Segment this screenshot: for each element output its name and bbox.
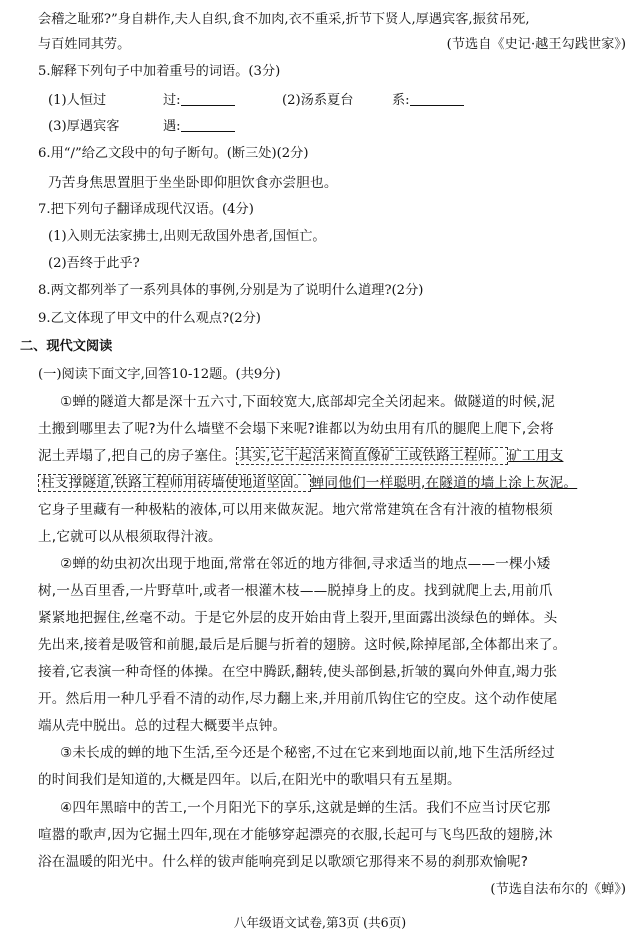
para-1-line: 土搬到哪里去了呢?为什么墙壁不会塌下来呢?谁都以为幼虫用有爪的腿爬上爬下,会将: [38, 421, 554, 437]
q6-sentence: 乃苦身焦思置胆于坐坐卧即仰胆饮食亦尝胆也。: [48, 175, 338, 191]
q5-item-2-answer: [392, 91, 464, 111]
passage-line: 与百姓同其劳。: [38, 37, 131, 52]
para-1-line: ①蝉的隧道大都是深十五六寸,下面较宽大,底部却完全关闭起来。做隧道的时候,泥: [60, 394, 555, 410]
para-4-line: 喧嚣的歌声,因为它掘土四年,现在才能够穿起漂亮的衣服,长起可与飞鸟匹敌的翅膀,沐: [38, 827, 553, 843]
q7-item-1: (1)入则无法家拂士,出则无敌国外患者,国恒亡。: [48, 229, 326, 244]
para-3-line: 的时间我们是知道的,大概是四年。以后,在阳光中的歌唱只有五星期。: [38, 772, 461, 788]
para-2-line: 开。然后用一种几乎看不清的动作,尽力翻上来,并用前爪钩住它的空皮。这个动作使尾: [38, 691, 558, 707]
q5-item-2: [282, 91, 353, 111]
marked-sentence: 其实,它干起活来简直像矿工或铁路工程师。: [236, 447, 509, 465]
section-subheading: (一)阅读下面文字,回答10-12题。(共9分): [38, 367, 281, 382]
underlined-sentence: 蝉同他们一样聪明,在隧道的墙上涂上灰泥。: [310, 475, 578, 491]
para-2-line: 端从壳中脱出。总的过程大概要半点钟。: [38, 718, 287, 734]
para-2-line: ②蝉的幼虫初次出现于地面,常常在邻近的地方徘徊,寻求适当的地点——一棵小矮: [60, 556, 551, 572]
para-2-line: 树,一丛百里香,一片野草叶,或者一根灌木枝——脱掉身上的皮。找到就爬上去,用前爪: [38, 583, 553, 599]
para-2-line: 先出来,接着是吸管和前腿,最后是后腿与折着的翅膀。这时候,除掉尾部,全体都出来了。: [38, 637, 567, 653]
para-3-line: ③未长成的蝉的地下生活,至今还是个秘密,不过在它来到地面以前,地下生活所经过: [60, 745, 555, 761]
para-1-line: 它身子里藏有一种极粘的液体,可以用来做灰泥。地穴常常建筑在含有汁液的植物根须: [38, 502, 553, 518]
q5-item-2-word: 系:: [392, 93, 410, 108]
marked-sentence: 柱支撑隧道,铁路工程师用砖墙使地道坚固。: [38, 474, 311, 492]
para-1-line: [38, 446, 563, 466]
para-1-line: [38, 473, 577, 493]
question-8: 8.两文都列举了一系列具体的事例,分别是为了说明什么道理?(2分): [38, 283, 424, 298]
answer-blank[interactable]: [410, 91, 464, 106]
q5-item-1: [48, 91, 106, 111]
q7-item-2: (2)吾终于此乎?: [48, 256, 140, 271]
para-1-line: 上,它就可以从根须取得汁液。: [38, 529, 222, 545]
passage-line: 会稽之耻邪?”身自耕作,夫人自织,食不加肉,衣不重采,折节下贤人,厚遇宾客,振贫吊死,: [38, 12, 530, 27]
source-citation: (节选自《史记·越王勾践世家》): [446, 37, 626, 52]
q5-item-3-text: (3)厚遇宾客: [48, 119, 120, 134]
para-2-line: 紧紧地把握住,丝毫不动。于是它外层的皮开始由背上裂开,里面露出淡绿色的蝉体。头: [38, 610, 558, 626]
q5-item-2-text: (2)汤系夏台: [282, 93, 354, 108]
question-5: 5.解释下列句子中加着重号的词语。(3分): [38, 64, 281, 79]
source-citation: (节选自法布尔的《蝉》): [490, 882, 626, 897]
para-4-line: 浴在温暖的阳光中。什么样的钹声能响亮到足以歌颂它那得来不易的刹那欢愉呢?: [38, 854, 529, 870]
q5-item-3-word: 遇:: [163, 119, 181, 134]
para-2-line: 接着,它表演一种奇怪的体操。在空中腾跃,翻转,使头部倒悬,折皱的翼向外伸直,竭力张: [38, 664, 558, 680]
section-heading: 二、现代文阅读: [20, 339, 113, 354]
underlined-sentence: 矿工用支: [508, 448, 564, 464]
answer-blank[interactable]: [181, 91, 235, 106]
q5-item-3-answer: [163, 117, 235, 137]
question-9: 9.乙文体现了甲文中的什么观点?(2分): [38, 311, 261, 326]
answer-blank[interactable]: [181, 117, 235, 132]
para-1-text: 泥土弄塌了,把自己的房子塞住。: [38, 448, 236, 464]
q5-item-1-answer: [163, 91, 235, 111]
question-7: 7.把下列句子翻译成现代汉语。(4分): [38, 202, 254, 217]
q5-item-3: [48, 117, 119, 137]
page-footer: 八年级语文试卷,第3页 (共6页): [233, 915, 407, 930]
q5-item-1-word: 过:: [163, 93, 181, 108]
q5-item-1-text: (1)人恒过: [48, 93, 107, 108]
para-4-line: ④四年黑暗中的苦工,一个月阳光下的享乐,这就是蝉的生活。我们不应当讨厌它那: [60, 800, 551, 816]
question-6: 6.用“/”给乙文段中的句子断句。(断三处)(2分): [38, 146, 309, 161]
